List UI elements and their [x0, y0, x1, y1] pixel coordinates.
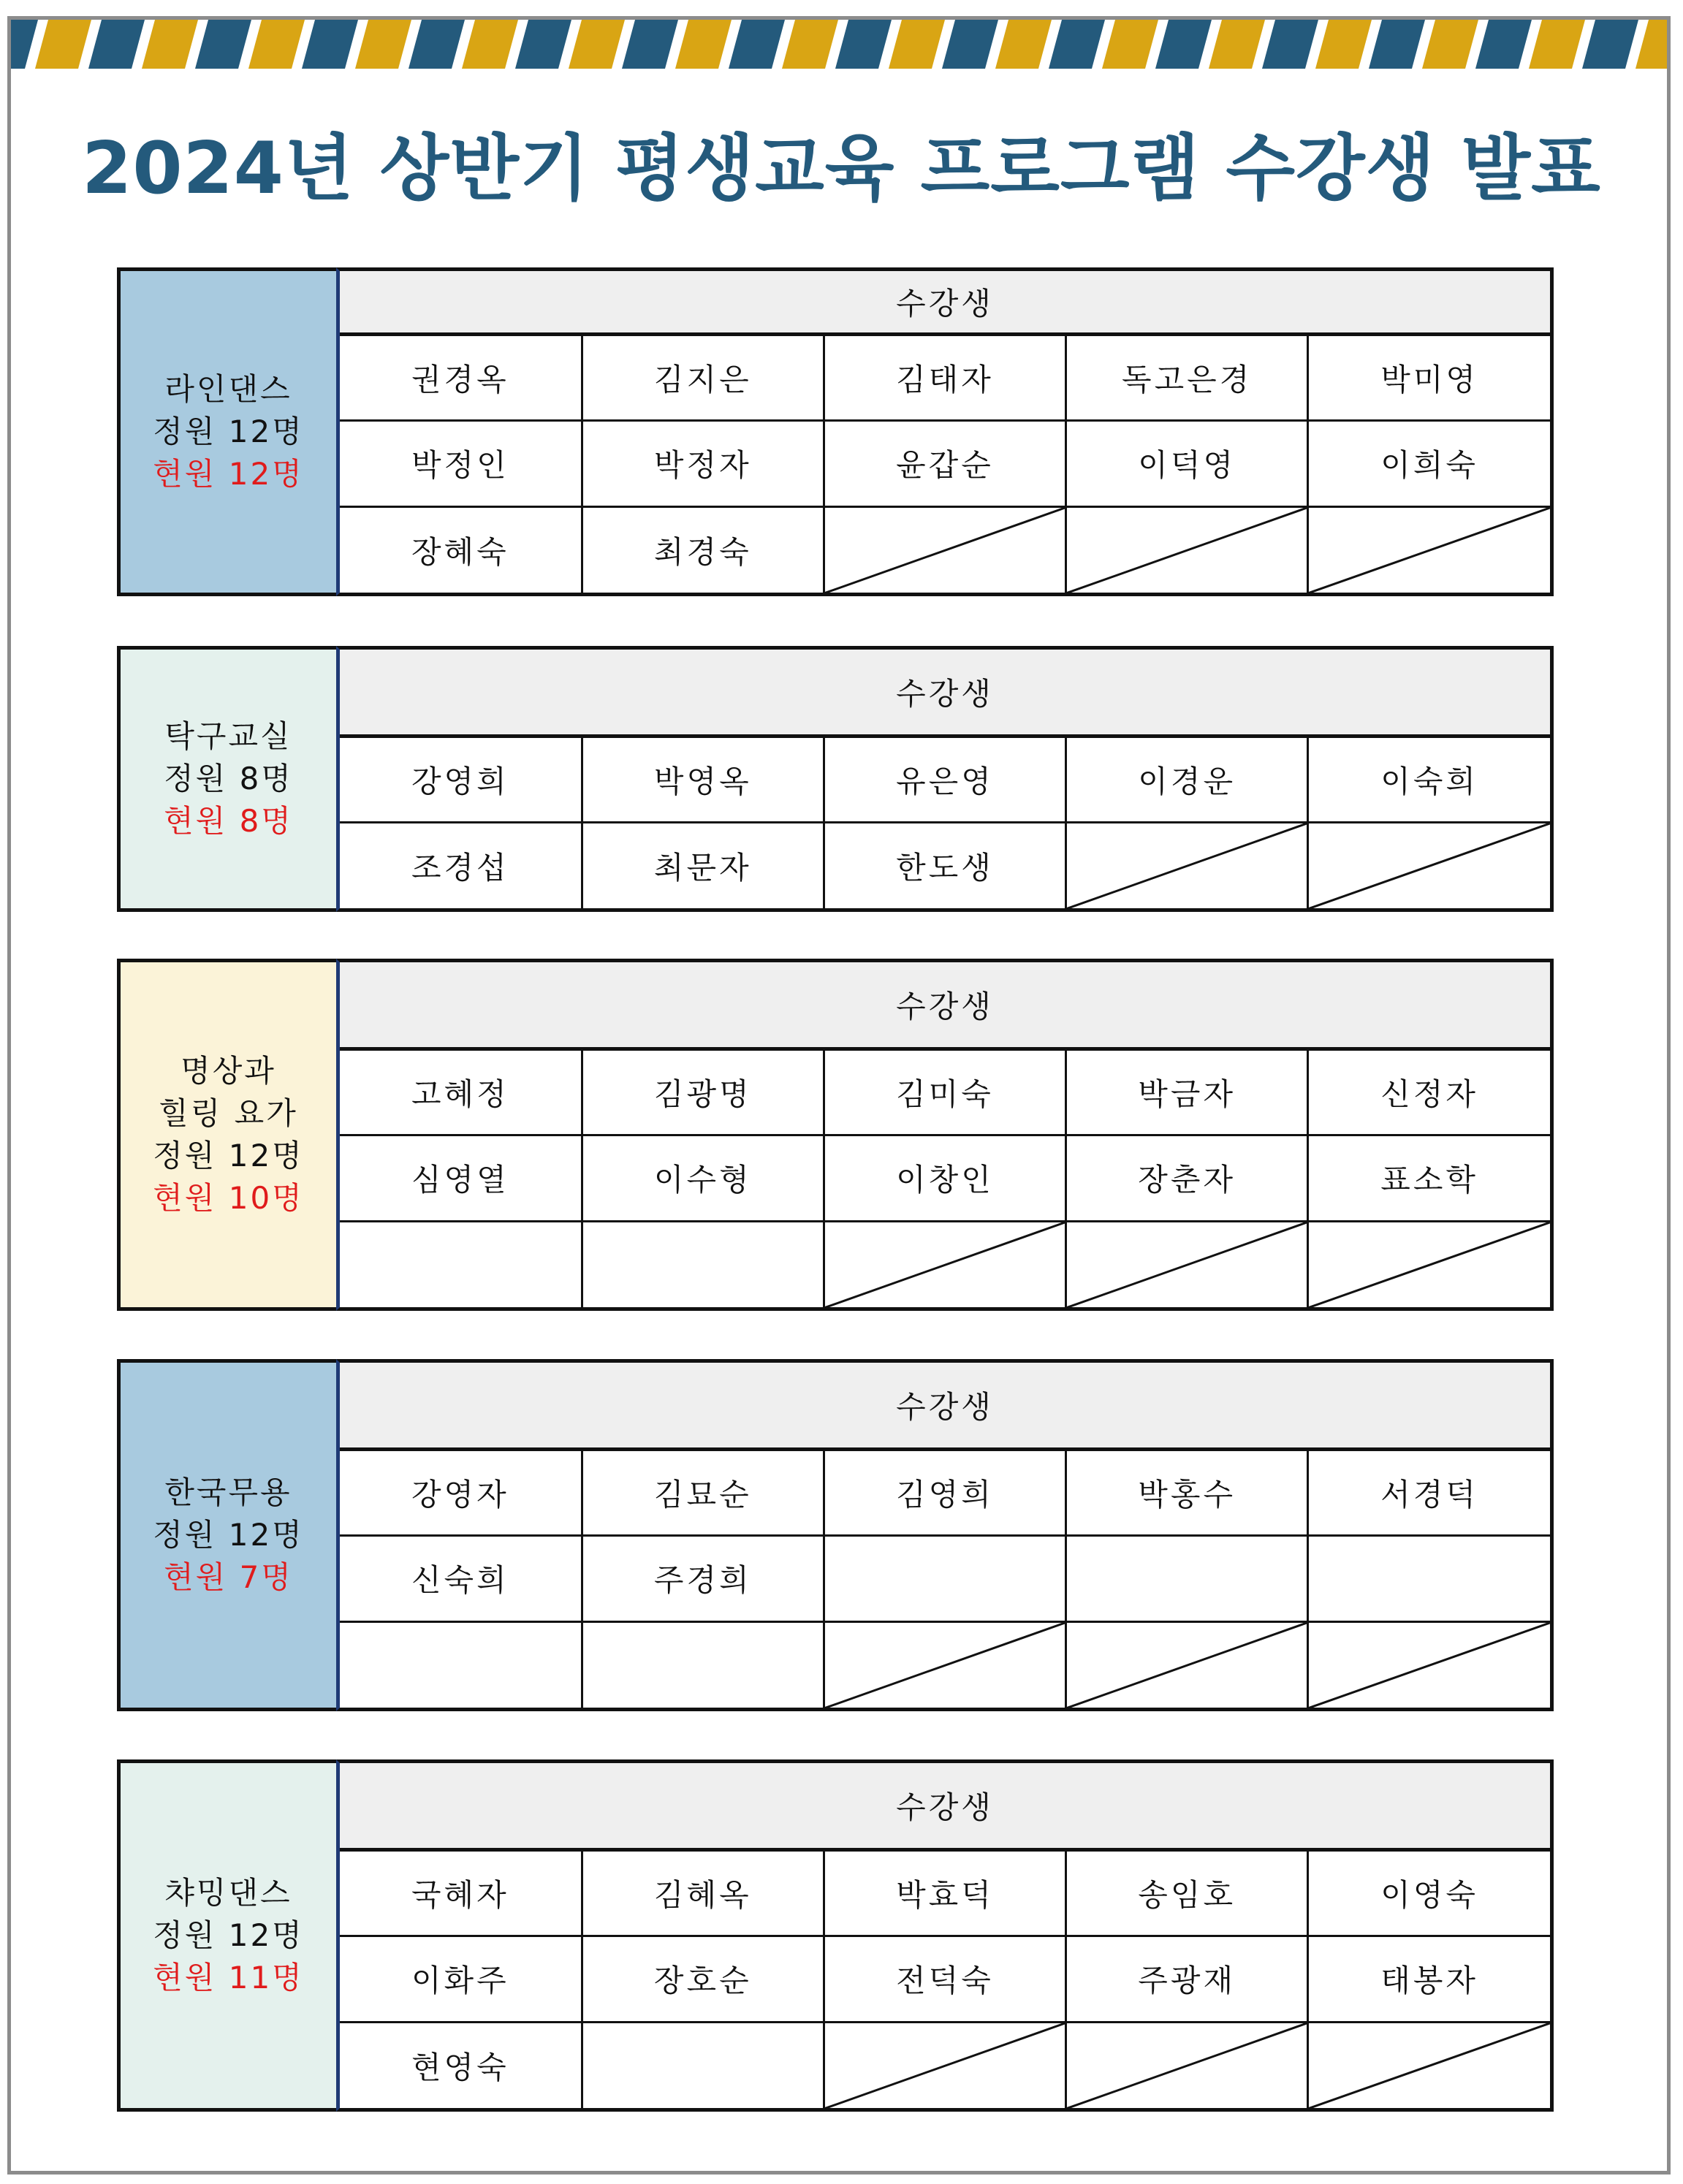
- stripe-blue-band: [1582, 20, 1638, 69]
- program-name: 탁구교실: [164, 718, 292, 754]
- student-name: 김혜옥: [582, 1849, 824, 1936]
- table-header: 수강생: [340, 271, 1550, 334]
- capacity-text: 정원 12명: [153, 1517, 304, 1553]
- capacity-text: 정원 12명: [153, 414, 304, 449]
- student-table: [340, 650, 1550, 908]
- student-name: 권경옥: [340, 334, 582, 420]
- table-row: [340, 1221, 1550, 1307]
- student-name: 주광재: [1066, 1936, 1308, 2022]
- student-name: 고혜정: [340, 1049, 582, 1135]
- stripe-gold-band: [1315, 20, 1372, 69]
- empty-slash-cell: [1066, 2022, 1308, 2108]
- empty-cell: [582, 2022, 824, 2108]
- diagonal-slash-icon: [1309, 508, 1550, 593]
- table-row: [340, 506, 1550, 593]
- current-enrollment: 현원 12명: [153, 456, 304, 492]
- empty-slash-cell: [1308, 1621, 1550, 1708]
- table-row: [340, 334, 1550, 420]
- empty-cell: [1308, 1535, 1550, 1621]
- empty-slash-cell: [824, 2022, 1065, 2108]
- table-header: 수강생: [340, 962, 1550, 1049]
- program-name: 챠밍댄스: [164, 1875, 292, 1911]
- student-name: 신숙희: [340, 1535, 582, 1621]
- table-row: [340, 2022, 1550, 2108]
- student-name: 장춘자: [1066, 1135, 1308, 1221]
- student-table: [340, 1363, 1550, 1708]
- diagonal-slash-icon: [1067, 2023, 1307, 2109]
- capacity-text: 정원 8명: [164, 761, 293, 796]
- empty-slash-cell: [824, 1621, 1065, 1708]
- table-row: [340, 736, 1550, 822]
- stripe-blue-band: [1049, 20, 1105, 69]
- student-name: 현영숙: [340, 2022, 582, 2108]
- diagonal-slash-icon: [825, 1623, 1065, 1708]
- student-name: 서경덕: [1308, 1449, 1550, 1535]
- student-name: 박정자: [582, 420, 824, 506]
- diagonal-slash-icon: [825, 2023, 1065, 2109]
- empty-slash-cell: [1066, 506, 1308, 593]
- stripe-gold-band: [1635, 20, 1667, 69]
- stripe-blue-band: [1369, 20, 1425, 69]
- program-name: 명상과: [181, 1053, 276, 1089]
- stripe-gold-band: [462, 20, 518, 69]
- student-name: 강영자: [340, 1449, 582, 1535]
- student-name: 박효덕: [824, 1849, 1065, 1936]
- empty-cell: [1066, 1535, 1308, 1621]
- stripe-gold-band: [35, 20, 91, 69]
- student-name: 국혜자: [340, 1849, 582, 1936]
- student-name: 송임호: [1066, 1849, 1308, 1936]
- student-name: 김미숙: [824, 1049, 1065, 1135]
- empty-slash-cell: [1066, 1221, 1308, 1307]
- program-label: [117, 1359, 336, 1711]
- program-section: [117, 1359, 1554, 1711]
- student-name: 조경섭: [340, 822, 582, 908]
- empty-slash-cell: [1066, 822, 1308, 908]
- program-name: 한국무용: [164, 1475, 292, 1510]
- empty-cell: [340, 1221, 582, 1307]
- current-enrollment: 현원 8명: [164, 803, 293, 839]
- diagonal-slash-icon: [1067, 823, 1307, 909]
- student-name: 이희숙: [1308, 420, 1550, 506]
- stripe-gold-band: [675, 20, 732, 69]
- diagonal-slash-icon: [1309, 1222, 1550, 1308]
- program-name: 힐링 요가: [159, 1095, 298, 1131]
- student-name: 유은영: [824, 736, 1065, 822]
- empty-cell: [340, 1621, 582, 1708]
- stripe-gold-band: [1529, 20, 1585, 69]
- stripe-blue-band: [302, 20, 358, 69]
- student-name: 장호순: [582, 1936, 824, 2022]
- student-table: [340, 962, 1550, 1307]
- empty-slash-cell: [1308, 822, 1550, 908]
- student-name: 이영숙: [1308, 1849, 1550, 1936]
- student-name: 한도생: [824, 822, 1065, 908]
- current-enrollment: 현원 10명: [153, 1180, 304, 1216]
- table-row: [340, 1936, 1550, 2022]
- empty-slash-cell: [824, 506, 1065, 593]
- stripe-blue-band: [515, 20, 571, 69]
- empty-slash-cell: [1308, 506, 1550, 593]
- student-name: 박금자: [1066, 1049, 1308, 1135]
- decorative-stripe-banner: [7, 16, 1671, 69]
- diagonal-slash-icon: [1067, 1222, 1307, 1308]
- stripe-blue-band: [11, 20, 38, 69]
- student-name: 이숙희: [1308, 736, 1550, 822]
- student-grid: [336, 267, 1554, 596]
- student-name: 신정자: [1308, 1049, 1550, 1135]
- stripe-gold-band: [889, 20, 945, 69]
- table-row: [340, 1535, 1550, 1621]
- stripe-blue-band: [729, 20, 785, 69]
- student-name: 이화주: [340, 1936, 582, 2022]
- student-name: 최경숙: [582, 506, 824, 593]
- table-row: [340, 1621, 1550, 1708]
- table-row: [340, 1049, 1550, 1135]
- student-name: 김태자: [824, 334, 1065, 420]
- program-label: [117, 646, 336, 912]
- student-name: 전덕숙: [824, 1936, 1065, 2022]
- diagonal-slash-icon: [1067, 1623, 1307, 1708]
- empty-slash-cell: [1308, 2022, 1550, 2108]
- student-name: 박미영: [1308, 334, 1550, 420]
- stripe-blue-band: [1155, 20, 1212, 69]
- table-row: [340, 822, 1550, 908]
- empty-cell: [824, 1535, 1065, 1621]
- student-name: 이창인: [824, 1135, 1065, 1221]
- diagonal-slash-icon: [1309, 2023, 1550, 2109]
- diagonal-slash-icon: [825, 508, 1065, 593]
- student-name: 독고은경: [1066, 334, 1308, 420]
- student-grid: [336, 959, 1554, 1311]
- stripe-gold-band: [355, 20, 411, 69]
- student-name: 최문자: [582, 822, 824, 908]
- current-enrollment: 현원 11명: [153, 1960, 304, 1995]
- stripe-blue-band: [1262, 20, 1318, 69]
- student-table: [340, 271, 1550, 593]
- program-name: 라인댄스: [164, 371, 292, 407]
- student-name: 김영희: [824, 1449, 1065, 1535]
- program-section: [117, 267, 1554, 596]
- table-row: [340, 1135, 1550, 1221]
- stripe-blue-band: [622, 20, 678, 69]
- stripe-blue-band: [835, 20, 892, 69]
- diagonal-slash-icon: [1067, 508, 1307, 593]
- student-grid: [336, 1359, 1554, 1711]
- empty-slash-cell: [824, 1221, 1065, 1307]
- empty-cell: [582, 1221, 824, 1307]
- stripe-gold-band: [995, 20, 1052, 69]
- stripe-gold-band: [782, 20, 838, 69]
- stripe-gold-band: [1102, 20, 1158, 69]
- stripe-blue-band: [88, 20, 145, 69]
- program-label: [117, 267, 336, 596]
- empty-cell: [582, 1621, 824, 1708]
- student-grid: [336, 1759, 1554, 2112]
- program-section: [117, 1759, 1554, 2112]
- program-label: [117, 1759, 336, 2112]
- student-name: 강영희: [340, 736, 582, 822]
- table-header: 수강생: [340, 1363, 1550, 1449]
- table-row: [340, 1449, 1550, 1535]
- student-table: [340, 1763, 1550, 2108]
- capacity-text: 정원 12명: [153, 1917, 304, 1953]
- student-name: 김광명: [582, 1049, 824, 1135]
- table-header: 수강생: [340, 650, 1550, 736]
- student-name: 이덕영: [1066, 420, 1308, 506]
- stripe-gold-band: [1422, 20, 1478, 69]
- table-header: 수강생: [340, 1763, 1550, 1849]
- stripe-gold-band: [248, 20, 305, 69]
- student-name: 박영옥: [582, 736, 824, 822]
- current-enrollment: 현원 7명: [164, 1559, 293, 1595]
- stripe-blue-band: [1475, 20, 1532, 69]
- student-name: 표소학: [1308, 1135, 1550, 1221]
- diagonal-slash-icon: [1309, 1623, 1550, 1708]
- capacity-text: 정원 12명: [153, 1138, 304, 1173]
- stripe-pattern: [11, 20, 1667, 69]
- empty-slash-cell: [1066, 1621, 1308, 1708]
- student-name: 김지은: [582, 334, 824, 420]
- empty-slash-cell: [1308, 1221, 1550, 1307]
- table-row: [340, 420, 1550, 506]
- stripe-blue-band: [942, 20, 998, 69]
- program-section: [117, 646, 1554, 912]
- program-label: [117, 959, 336, 1311]
- student-name: 장혜숙: [340, 506, 582, 593]
- student-grid: [336, 646, 1554, 912]
- student-name: 윤갑순: [824, 420, 1065, 506]
- table-row: [340, 1849, 1550, 1936]
- diagonal-slash-icon: [825, 1222, 1065, 1308]
- student-name: 김묘순: [582, 1449, 824, 1535]
- student-name: 주경희: [582, 1535, 824, 1621]
- student-name: 박홍수: [1066, 1449, 1308, 1535]
- student-name: 태봉자: [1308, 1936, 1550, 2022]
- student-name: 이경운: [1066, 736, 1308, 822]
- stripe-gold-band: [1209, 20, 1265, 69]
- program-section: [117, 959, 1554, 1311]
- stripe-gold-band: [142, 20, 198, 69]
- stripe-blue-band: [195, 20, 251, 69]
- stripe-blue-band: [409, 20, 465, 69]
- stripe-gold-band: [569, 20, 625, 69]
- page-title: 2024년 상반기 평생교육 프로그램 수강생 발표: [82, 127, 1601, 210]
- diagonal-slash-icon: [1309, 823, 1550, 909]
- student-name: 이수형: [582, 1135, 824, 1221]
- student-name: 박정인: [340, 420, 582, 506]
- student-name: 심영열: [340, 1135, 582, 1221]
